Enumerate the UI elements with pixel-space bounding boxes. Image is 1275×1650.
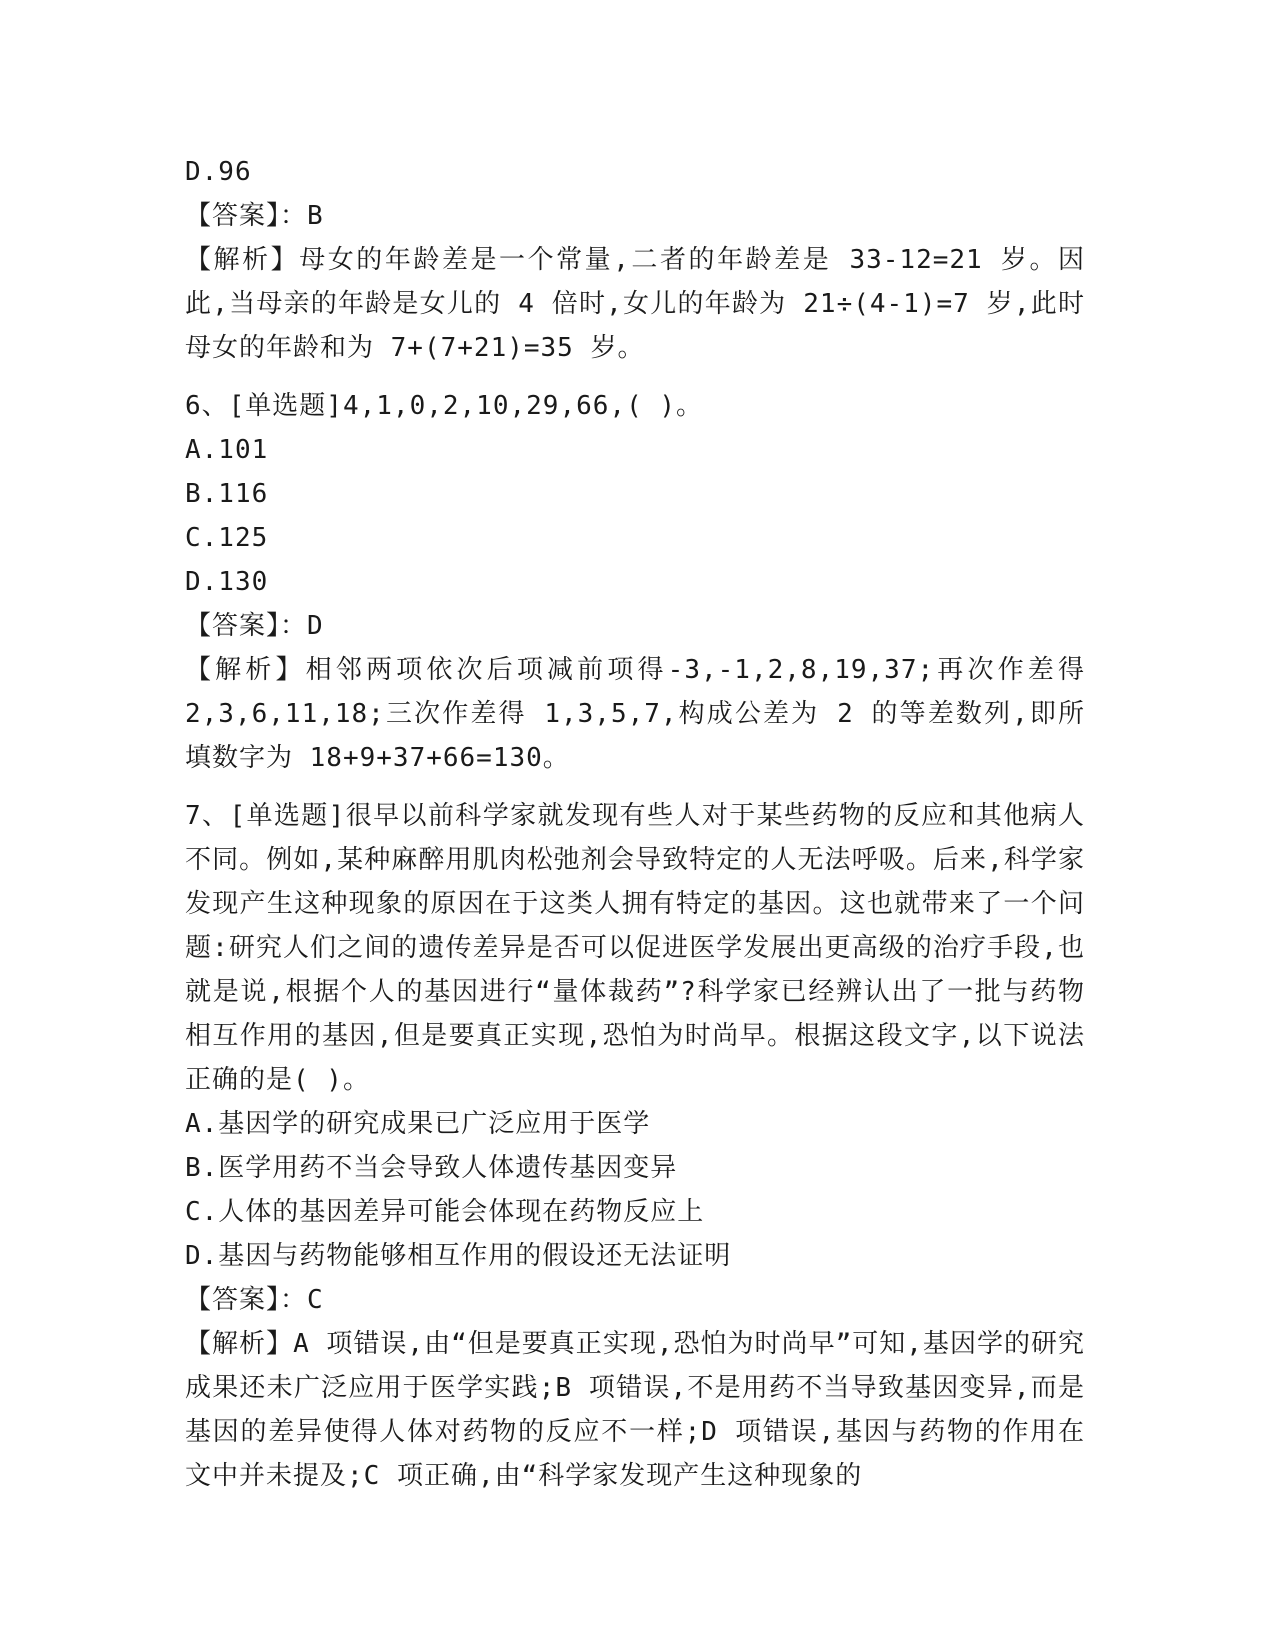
q7-option-b: B.医学用药不当会导致人体遗传基因变异 xyxy=(185,1153,678,1183)
q5-option-d: D.96 xyxy=(185,157,252,187)
analysis-text: A 项错误,由“但是要真正实现,恐怕为时尚早”可知,基因学的研究成果还未广泛应用于医学实践;B 项错误,不是用药不当导致基因变异,而是基因的差异使得人体对药物的反应不一样;D 项错误,基因与药物的作用在文中并未提及;C 项正确,由“科学家发现产生这种现象的 xyxy=(185,1329,1085,1491)
document-page xyxy=(185,150,1085,1498)
answer-value: C xyxy=(307,1285,324,1315)
answer-label: 【答案】 xyxy=(185,1285,281,1315)
answer-separator: ： xyxy=(280,611,308,641)
answer-label: 【答案】 xyxy=(185,201,281,231)
answer-value: D xyxy=(307,611,324,641)
q7-analysis xyxy=(185,1322,1085,1498)
q6-answer xyxy=(185,604,1085,648)
q6-analysis xyxy=(185,648,1085,780)
q6-option-b: B.116 xyxy=(185,479,269,509)
q7-option-a: A.基因学的研究成果已广泛应用于医学 xyxy=(185,1109,651,1139)
answer-separator: ： xyxy=(280,1285,308,1315)
answer-label: 【答案】 xyxy=(185,611,281,641)
analysis-text: 相邻两项依次后项减前项得-3,-1,2,8,19,37;再次作差得 2,3,6,11,18;三次作差得 1,3,5,7,构成公差为 2 的等差数列,即所填数字为 18+9+37+66=130。 xyxy=(185,655,1085,773)
q7-option-d: D.基因与药物能够相互作用的假设还无法证明 xyxy=(185,1241,732,1271)
analysis-label: 【解析】 xyxy=(185,655,306,685)
analysis-label: 【解析】 xyxy=(185,245,300,275)
analysis-label: 【解析】 xyxy=(185,1329,294,1359)
answer-separator: ： xyxy=(280,201,308,231)
analysis-text: 母女的年龄差是一个常量,二者的年龄差是 33-12=21 岁。因此,当母亲的年龄是女儿的 4 倍时,女儿的年龄为 21÷(4-1)=7 岁,此时母女的年龄和为 7+(7+21)=35 岁。 xyxy=(185,245,1085,363)
q7-option-c: C.人体的基因差异可能会体现在药物反应上 xyxy=(185,1197,705,1227)
q5-answer xyxy=(185,194,1085,238)
q6-option-c: C.125 xyxy=(185,523,269,553)
q7-stem: 7、[单选题]很早以前科学家就发现有些人对于某些药物的反应和其他病人不同。例如,某种麻醉用肌肉松弛剂会导致特定的人无法呼吸。后来,科学家发现产生这种现象的原因在于这类人拥有特定的基因。这也就带来了一个问题:研究人们之间的遗传差异是否可以促进医学发展出更高级的治疗手段,也就是说,根据个人的基因进行“量体裁药”?科学家已经辨认出了一批与药物相互作用的基因,但是要真正实现,恐怕为时尚早。根据这段文字,以下说法正确的是( )。 xyxy=(185,801,1085,1095)
q6-stem: 6、[单选题]4,1,0,2,10,29,66,( )。 xyxy=(185,391,704,421)
q6-option-d: D.130 xyxy=(185,567,269,597)
q6-option-a: A.101 xyxy=(185,435,269,465)
q5-analysis xyxy=(185,238,1085,370)
q7-answer xyxy=(185,1278,1085,1322)
answer-value: B xyxy=(307,201,324,231)
